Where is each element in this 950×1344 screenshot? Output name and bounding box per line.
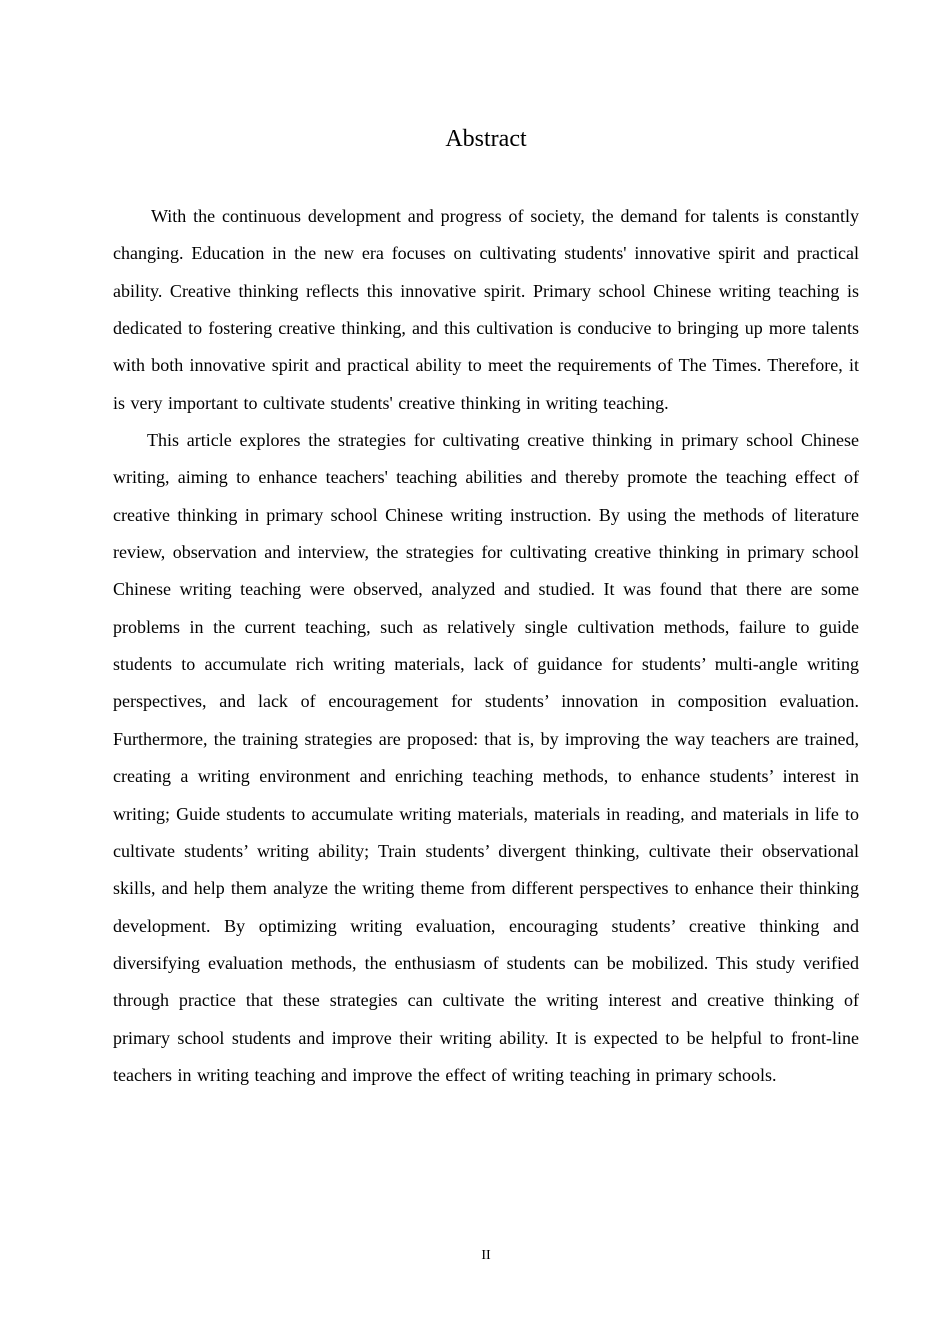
- abstract-body: [113, 198, 859, 1094]
- abstract-paragraph-2: This article explores the strategies for cultivating creative thinking in primary school Chinese writing, aiming to enhance teachers' teaching abilities and thereby promote the teaching effect of creative thinking in primary school Chinese writing instruction. By using the methods of literature review, observation and interview, the strategies for cultivating creative thinking in primary school Chinese writing teaching were observed, analyzed and studied. It was found that there are some problems in the current teaching, such as relatively single cultivation methods, failure to guide students to accumulate rich writing materials, lack of guidance for students’ multi-angle writing perspectives, and lack of encouragement for students’ innovation in composition evaluation. Furthermore, the training strategies are proposed: that is, by improving the way teachers are trained, creating a writing environment and enriching teaching methods, to enhance students’ interest in writing; Guide students to accumulate writing materials, materials in reading, and materials in life to cultivate students’ writing ability; Train students’ divergent thinking, cultivate their observational skills, and help them analyze the writing theme from different perspectives to enhance their thinking development. By optimizing writing evaluation, encouraging students’ creative thinking and diversifying evaluation methods, the enthusiasm of students can be mobilized. This study verified through practice that these strategies can cultivate the writing interest and creative thinking of primary school students and improve their writing ability. It is expected to be helpful to front-line teachers in writing teaching and improve the effect of writing teaching in primary schools.: [113, 430, 859, 1085]
- abstract-paragraph-1: With the continuous development and progress of society, the demand for talents is constantly changing. Education in the new era focuses on cultivating students' innovative spirit and practical ability. Creative thinking reflects this innovative spirit. Primary school Chinese writing teaching is dedicated to fostering creative thinking, and this cultivation is conducive to bringing up more talents with both innovative spirit and practical ability to meet the requirements of The Times. Therefore, it is very important to cultivate students' creative thinking in writing teaching.: [113, 206, 859, 413]
- page-title: Abstract: [445, 126, 527, 152]
- page-number: II: [481, 1248, 491, 1263]
